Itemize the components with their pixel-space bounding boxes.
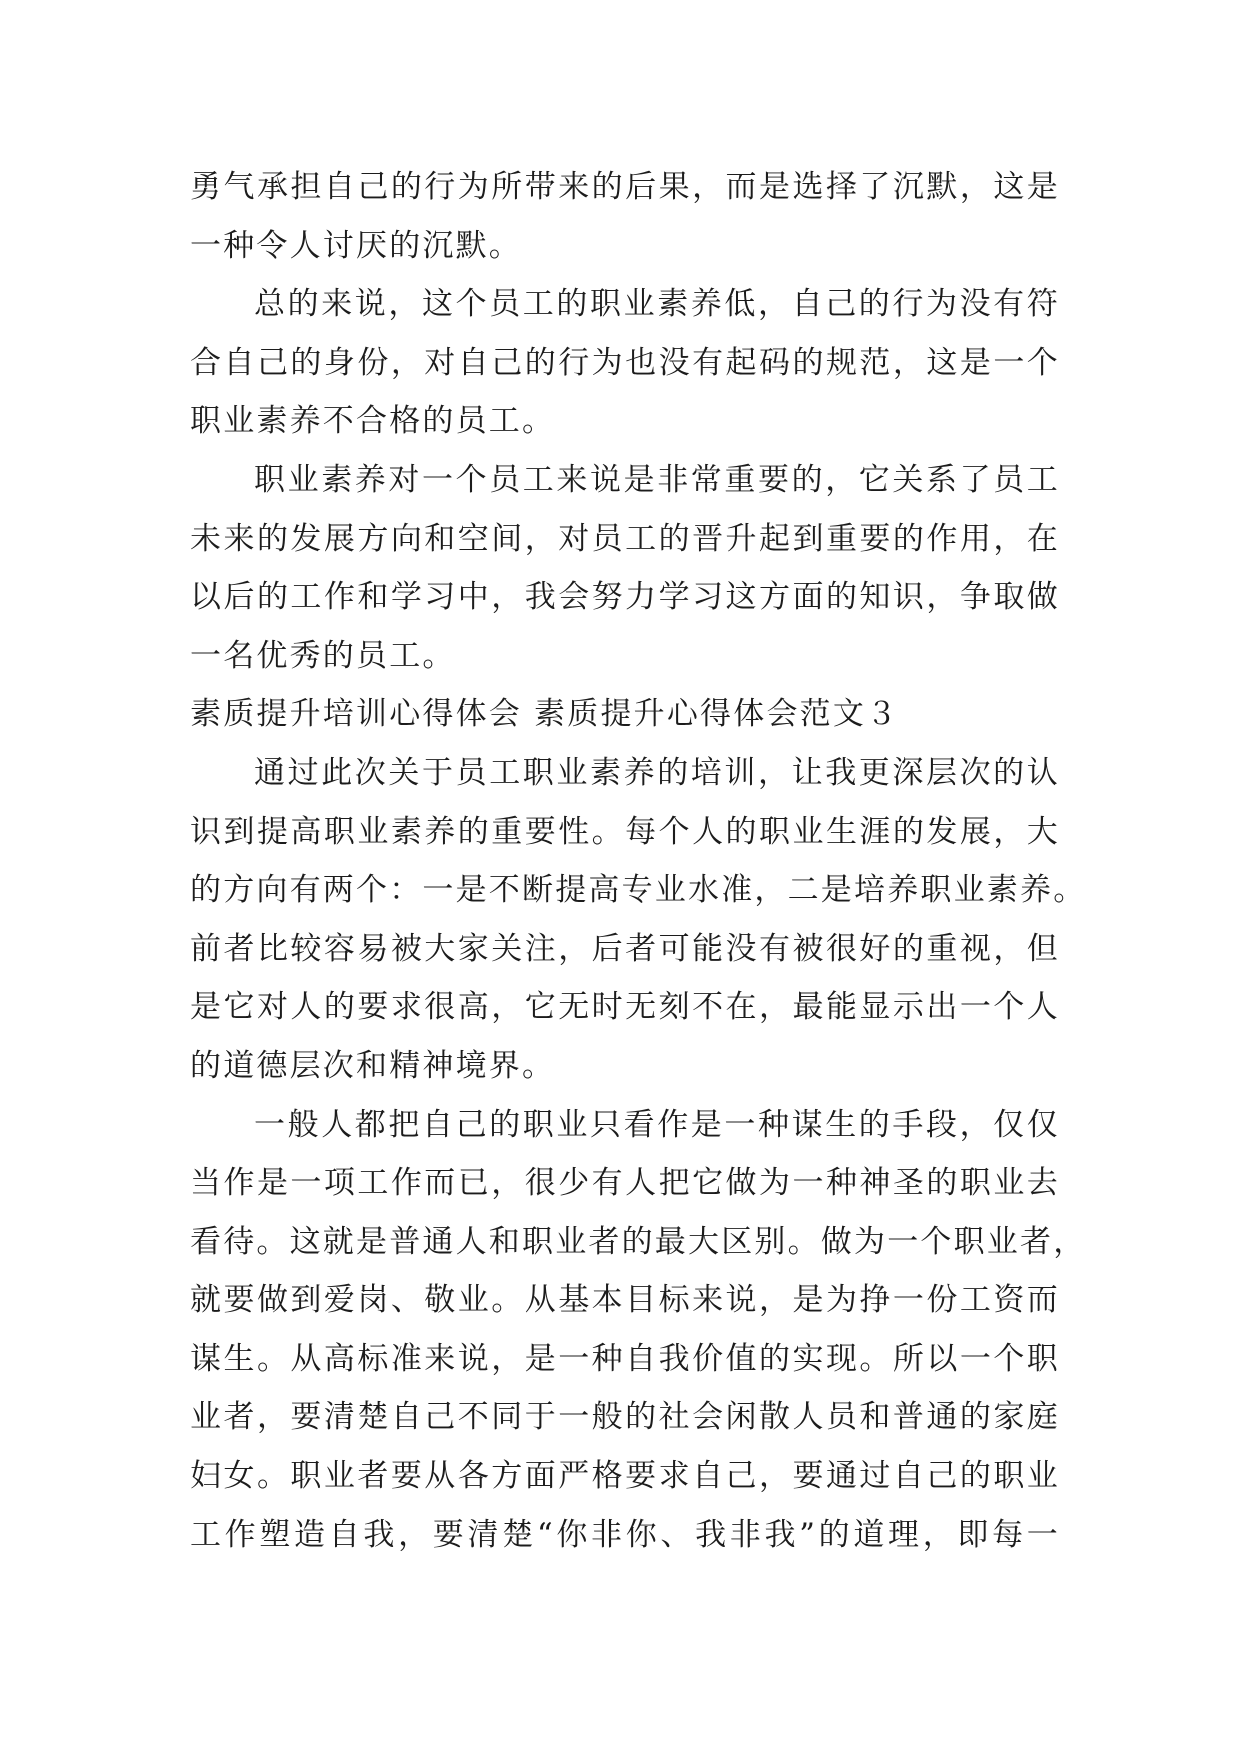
paragraph (190, 744, 1087, 1096)
paragraph-line: 当作是一项工作而已，很少有人把它做为一种神圣的职业去 (190, 1165, 1060, 1202)
paragraph (190, 158, 1060, 275)
paragraph-line: 的方向有两个：一是不断提高专业水准，二是培养职业素养。 (190, 872, 1087, 909)
paragraph-line: 以后的工作和学习中，我会努力学习这方面的知识，争取做 (190, 579, 1060, 616)
paragraph (190, 275, 1060, 451)
paragraph-line: 一般人都把自己的职业只看作是一种谋生的手段，仅仅 (254, 1106, 1060, 1143)
paragraph-line: 业者，要清楚自己不同于一般的社会闲散人员和普通的家庭 (190, 1399, 1060, 1436)
paragraph-line: 一名优秀的员工。 (190, 637, 456, 674)
paragraph-line: 职业素养对一个员工来说是非常重要的，它关系了员工 (254, 461, 1060, 498)
paragraph-line: 合自己的身份，对自己的行为也没有起码的规范，这是一个 (190, 344, 1060, 381)
paragraph-line: 职业素养不合格的员工。 (190, 403, 556, 440)
paragraph-line: 妇女。职业者要从各方面严格要求自己，要通过自己的职业 (190, 1458, 1060, 1495)
section-heading: 素质提升培训心得体会 素质提升心得体会范文３ (190, 696, 900, 733)
paragraph-line: 未来的发展方向和空间，对员工的晋升起到重要的作用，在 (190, 520, 1060, 557)
paragraph-line: 就要做到爱岗、敬业。从基本目标来说，是为挣一份工资而 (190, 1282, 1060, 1319)
paragraph-line: 谋生。从高标准来说，是一种自我价值的实现。所以一个职 (190, 1340, 1060, 1377)
paragraph-line: 工作塑造自我，要清楚“你非你、我非我”的道理，即每一 (190, 1516, 1060, 1553)
paragraph-line: 前者比较容易被大家关注，后者可能没有被很好的重视，但 (190, 930, 1060, 967)
paragraph-line: 一种令人讨厌的沉默。 (190, 227, 522, 264)
paragraph (190, 451, 1060, 685)
document-body (190, 158, 1087, 1564)
paragraph (190, 1096, 1087, 1565)
paragraph-line: 通过此次关于员工职业素养的培训，让我更深层次的认 (254, 754, 1060, 791)
paragraph-line: 看待。这就是普通人和职业者的最大区别。做为一个职业者， (190, 1223, 1087, 1260)
paragraph-line: 总的来说，这个员工的职业素养低，自己的行为没有符 (254, 286, 1060, 323)
paragraph-line: 勇气承担自己的行为所带来的后果，而是选择了沉默，这是 (190, 169, 1060, 205)
paragraph-line: 是它对人的要求很高，它无时无刻不在，最能显示出一个人 (190, 989, 1060, 1026)
paragraph-line: 的道德层次和精神境界。 (190, 1047, 556, 1084)
paragraph-line: 识到提高职业素养的重要性。每个人的职业生涯的发展，大 (190, 813, 1060, 850)
